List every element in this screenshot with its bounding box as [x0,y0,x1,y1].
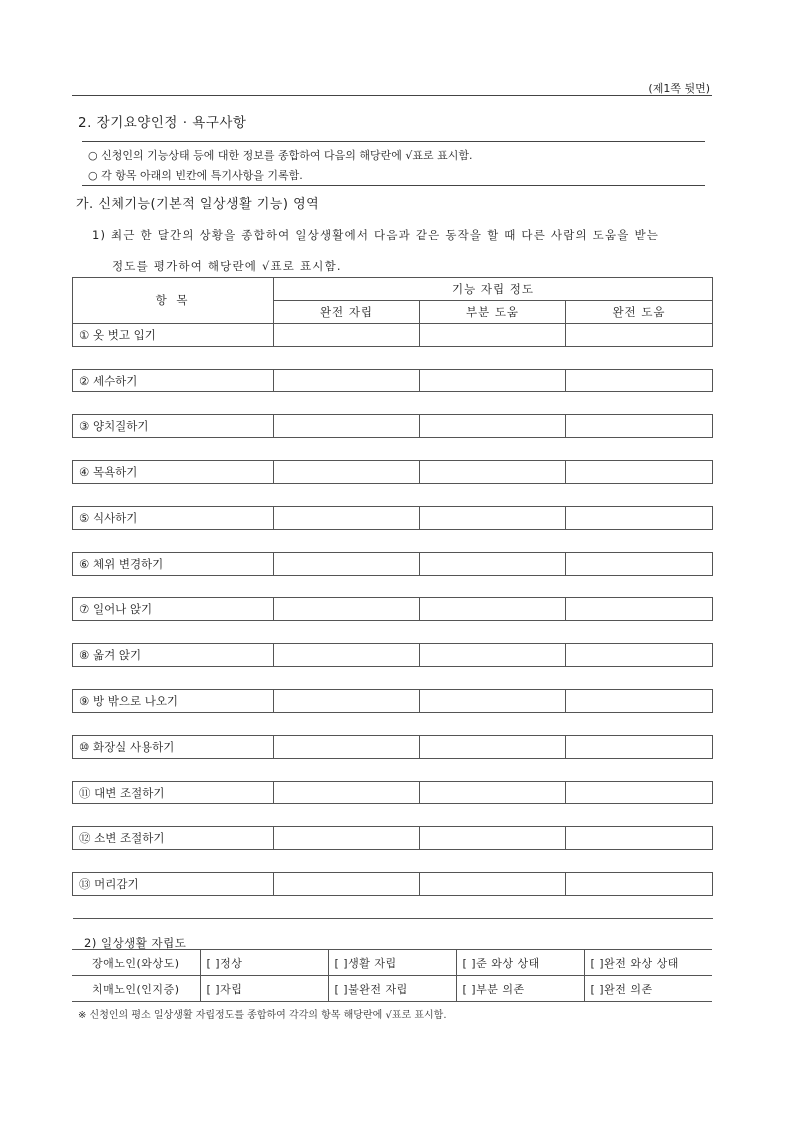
check-full-independence-cell[interactable] [274,598,420,621]
check-partial-help-cell[interactable] [420,415,566,438]
notes-top-rule [82,141,705,142]
check-full-independence-cell[interactable] [274,415,420,438]
item-label: ⑧ 옮겨 앉기 [73,644,274,667]
table-row [73,735,713,758]
remarks-cell[interactable] [73,575,713,598]
table-row [73,415,713,438]
item-label: ④ 목욕하기 [73,461,274,484]
table-row [73,461,713,484]
remarks-row [73,758,713,781]
check-full-independence-cell[interactable] [274,506,420,529]
table-row [73,690,713,713]
check-full-help-cell[interactable] [566,781,713,804]
check-full-independence-cell[interactable] [274,323,420,346]
check-full-independence-cell[interactable] [274,873,420,896]
instruction-line-1: 1) 최근 한 달간의 상황을 종합하여 일상생활에서 다음과 같은 동작을 할 때 다른 사람의 도움을 받는 [92,228,660,242]
independence-row-dementia [72,976,712,1002]
option-fully-bedridden[interactable]: [ ]완전 와상 상태 [584,950,712,976]
item-header: 항 목 [73,278,274,324]
check-full-independence-cell[interactable] [274,781,420,804]
check-partial-help-cell[interactable] [420,461,566,484]
check-full-help-cell[interactable] [566,827,713,850]
option-semi-bedridden[interactable]: [ ]준 와상 상태 [456,950,584,976]
remarks-row [73,529,713,552]
table-row [73,781,713,804]
top-rule [72,95,712,96]
check-full-help-cell[interactable] [566,415,713,438]
independence-level-header: 기능 자립 정도 [274,278,713,301]
option-fully-dependent[interactable]: [ ]완전 의존 [584,976,712,1002]
row-label: 장애노인(와상도) [72,950,200,976]
daily-independence-title: 2) 일상생활 자립도 [84,936,187,950]
check-full-help-cell[interactable] [566,873,713,896]
table-row [73,598,713,621]
check-full-help-cell[interactable] [566,323,713,346]
check-partial-help-cell[interactable] [420,873,566,896]
remarks-cell[interactable] [73,529,713,552]
remarks-cell[interactable] [73,712,713,735]
subsection-title: 가. 신체기능(기본적 일상생활 기능) 영역 [76,197,320,212]
remarks-row [73,484,713,507]
item-label: ⑬ 머리감기 [73,873,274,896]
independence-row-disabled [72,950,712,976]
table-row [73,552,713,575]
remarks-cell[interactable] [73,438,713,461]
page-reference: (제1쪽 뒷면) [648,82,710,95]
note-1: ○ 신청인의 기능상태 등에 대한 정보를 종합하여 다음의 해당란에 √표로 표시함. [88,149,473,162]
remarks-row [73,438,713,461]
check-partial-help-cell[interactable] [420,690,566,713]
check-partial-help-cell[interactable] [420,827,566,850]
check-full-help-cell[interactable] [566,552,713,575]
remarks-cell[interactable] [73,667,713,690]
remarks-row [73,804,713,827]
check-partial-help-cell[interactable] [420,506,566,529]
check-full-help-cell[interactable] [566,461,713,484]
check-full-help-cell[interactable] [566,506,713,529]
remarks-cell[interactable] [73,392,713,415]
daily-independence-table [72,949,712,1002]
footnote: ※ 신청인의 평소 일상생활 자립정도를 종합하여 각각의 항목 해당란에 √표로 표시함. [78,1010,447,1021]
remarks-cell[interactable] [73,346,713,369]
item-label: ⑫ 소변 조절하기 [73,827,274,850]
note-2: ○ 각 항목 아래의 빈칸에 특기사항을 기록함. [88,169,303,182]
check-partial-help-cell[interactable] [420,369,566,392]
option-life-independent[interactable]: [ ]생활 자립 [328,950,456,976]
check-full-help-cell[interactable] [566,690,713,713]
check-full-help-cell[interactable] [566,598,713,621]
check-partial-help-cell[interactable] [420,781,566,804]
option-partial-dependent[interactable]: [ ]부분 의존 [456,976,584,1002]
check-full-help-cell[interactable] [566,369,713,392]
remarks-cell[interactable] [73,621,713,644]
remarks-row [73,896,713,919]
row-label: 치매노인(인지증) [72,976,200,1002]
remarks-cell[interactable] [73,484,713,507]
item-label: ① 옷 벗고 입기 [73,323,274,346]
check-partial-help-cell[interactable] [420,323,566,346]
check-full-independence-cell[interactable] [274,552,420,575]
remarks-row [73,667,713,690]
section-title: 2. 장기요양인정 · 욕구사항 [78,115,247,131]
remarks-row [73,621,713,644]
item-label: ⑩ 화장실 사용하기 [73,735,274,758]
check-partial-help-cell[interactable] [420,598,566,621]
remarks-cell[interactable] [73,850,713,873]
table-row [73,506,713,529]
check-full-help-cell[interactable] [566,644,713,667]
remarks-cell[interactable] [73,896,713,919]
table-row [73,323,713,346]
remarks-row [73,712,713,735]
item-label: ② 세수하기 [73,369,274,392]
remarks-row [73,392,713,415]
instruction-line-2: 정도를 평가하여 해당란에 √표로 표시함. [112,259,342,273]
item-label: ③ 양치질하기 [73,415,274,438]
table-row [73,827,713,850]
item-label: ⑥ 체위 변경하기 [73,552,274,575]
column-full-help: 완전 도움 [566,300,713,323]
check-full-independence-cell[interactable] [274,369,420,392]
item-label: ⑨ 방 밖으로 나오기 [73,690,274,713]
remarks-cell[interactable] [73,758,713,781]
option-independent[interactable]: [ ]자립 [200,976,328,1002]
check-partial-help-cell[interactable] [420,552,566,575]
check-full-independence-cell[interactable] [274,461,420,484]
check-full-help-cell[interactable] [566,735,713,758]
check-full-independence-cell[interactable] [274,735,420,758]
table-row [73,369,713,392]
check-full-independence-cell[interactable] [274,690,420,713]
check-partial-help-cell[interactable] [420,735,566,758]
remarks-row [73,850,713,873]
table-row [73,644,713,667]
item-label: ⑪ 대변 조절하기 [73,781,274,804]
table-row [73,873,713,896]
item-label: ⑦ 일어나 앉기 [73,598,274,621]
remarks-cell[interactable] [73,804,713,827]
column-full-independence: 완전 자립 [274,300,420,323]
notes-bottom-rule [82,185,705,186]
option-incomplete-independent[interactable]: [ ]불완전 자립 [328,976,456,1002]
remarks-row [73,575,713,598]
option-normal[interactable]: [ ]정상 [200,950,328,976]
column-partial-help: 부분 도움 [420,300,566,323]
check-full-independence-cell[interactable] [274,827,420,850]
function-assessment-table [72,277,713,919]
check-partial-help-cell[interactable] [420,644,566,667]
item-label: ⑤ 식사하기 [73,506,274,529]
check-full-independence-cell[interactable] [274,644,420,667]
remarks-row [73,346,713,369]
